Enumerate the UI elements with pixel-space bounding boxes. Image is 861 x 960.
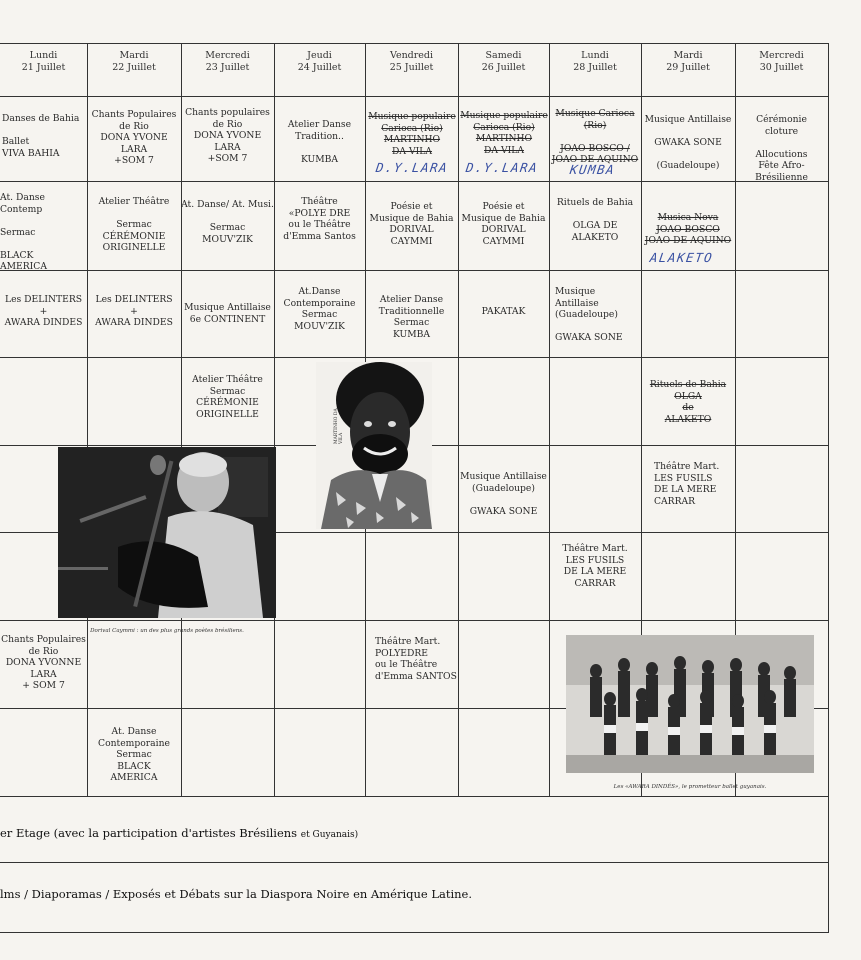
event-cell: At. Danse Contemporaine Sermac BLACK AMERICA: [98, 726, 170, 783]
day-header: [0, 50, 87, 74]
grid-line: [0, 43, 829, 44]
footer-text: er Etage (avec la participation d'artistes Brésiliens: [0, 826, 298, 840]
event-cell: At.Danse Contemporaine Sermac MOUV'ZIK: [283, 286, 356, 332]
event-cell-cancelled: Rituels de Bahia OLGA de ALAKETO: [649, 379, 727, 425]
day-name: Lundi: [29, 50, 58, 61]
event-cell: Théâtre «POLYE DRE ou le Théâtre d'Emma Santos: [283, 196, 356, 242]
event-cell: Poésie et Musique de Bahia DORIVAL CAYMMI: [369, 201, 454, 247]
grid-line: [0, 796, 829, 797]
event-cell: Chants Populaires de Rio DONA YVONNE LARA + SOM 7: [1, 634, 86, 691]
grid-line: [0, 862, 829, 863]
handwritten-correction: D.Y.LARA: [464, 160, 540, 175]
dance-troupe-illustration: [566, 635, 814, 773]
grid-line: [0, 181, 829, 182]
grid-line: [828, 43, 829, 933]
event-cell: Théâtre Mart. POLYEDRE ou le Théâtre d'Emma SANTOS: [375, 636, 457, 682]
event-cell: Danses de Bahia Ballet VIVA BAHIA: [2, 113, 80, 159]
event-cell: Atelier Théâtre Sermac CÉRÉMONIE ORIGINELLE: [98, 196, 170, 253]
guitarist-photo-illustration: [58, 447, 276, 618]
grid-line: [0, 932, 829, 933]
event-cell: Rituels de Bahia OLGA DE ALAKETO: [556, 197, 634, 243]
grid-line: [0, 270, 829, 271]
photo-martinho-da-vila: [316, 362, 432, 529]
event-cell: Atelier Danse Tradition.. KUMBA: [287, 119, 352, 165]
day-name: Mercredi: [205, 50, 250, 61]
grid-line: [0, 357, 829, 358]
day-name: Mercredi: [759, 50, 804, 61]
event-cell: Théâtre Mart. LES FUSILS DE LA MERE CARRAR: [562, 543, 628, 589]
event-cell-cancelled: Musica Nova JOAO BOSCO JOAO DE AQUINO: [644, 212, 732, 246]
day-header: [458, 50, 549, 74]
day-name: Mardi: [119, 50, 149, 61]
day-header: [87, 50, 181, 74]
event-cell: Atelier Danse Traditionnelle Sermac KUMBA: [378, 294, 445, 340]
day-date: 24 Juillet: [297, 62, 342, 73]
handwritten-correction: KUMBA: [568, 162, 617, 177]
footer-line-2: lms / Diaporamas / Exposés et Débats sur la Diaspora Noire en Amérique Latine.: [0, 887, 473, 901]
day-name: Jeudi: [307, 50, 332, 61]
day-name: Vendredi: [389, 50, 434, 61]
footer-line-1: [0, 826, 358, 840]
portrait-illustration: [316, 362, 432, 529]
photo-caption: Dorival Caymmi : un des plus grands poètes brésiliens.: [90, 628, 244, 634]
event-cell: Cérémonie cloture Allocutions Fête Afro- Brésilienne: [755, 114, 808, 183]
day-date: 21 Juillet: [21, 62, 66, 73]
event-cell: Les DELINTERS + AWARA DINDES: [4, 294, 83, 328]
photo-dorival-caymmi: [58, 447, 276, 618]
grid-line: [0, 96, 829, 97]
photo-caption: Les «AWARA DINDÉS», le prometteur ballet guyanais.: [613, 784, 767, 790]
day-date: 22 Juillet: [112, 62, 156, 73]
grid-line: [0, 620, 829, 621]
day-header: [641, 50, 735, 74]
event-cell: PAKATAK: [481, 306, 526, 317]
day-date: 25 Juillet: [389, 62, 434, 73]
event-cell: Musique Antillaise (Guadeloupe) GWAKA SONE: [460, 471, 547, 517]
event-cell: At. Danse/ At. Musi. Sermac MOUV'ZIK: [181, 199, 274, 245]
event-cell: Atelier Théâtre Sermac CÉRÉMONIE ORIGINELLE: [192, 374, 263, 420]
event-cell: Chants Populaires de Rio DONA YVONE LARA +SOM 7: [91, 109, 177, 166]
event-cell: Théâtre Mart. LES FUSILS DE LA MERE CARRAR: [654, 461, 720, 507]
day-header: [274, 50, 365, 74]
day-date: 23 Juillet: [205, 62, 250, 73]
photo-credit: MARTINHO DA VILA: [334, 408, 344, 444]
event-cell: Musique Antillaise 6e CONTINENT: [184, 302, 271, 325]
day-header: [735, 50, 828, 74]
grid-line: [458, 43, 459, 797]
event-cell: Musique Antillaise (Guadeloupe) GWAKA SONE: [555, 286, 623, 343]
footer-text-small: et Guyanais): [300, 830, 359, 840]
day-date: 28 Juillet: [573, 62, 617, 73]
event-cell: Chants populaires de Rio DONA YVONE LARA +SOM 7: [185, 107, 270, 164]
photo-awara-dindes: [566, 635, 814, 773]
event-cell-cancelled: Musique Carioca (Rio) JOAO BOSCO / JOAO DE AQUINO: [551, 108, 639, 165]
day-header: [365, 50, 458, 74]
event-cell: Les DELINTERS + AWARA DINDES: [95, 294, 173, 328]
day-header: [181, 50, 274, 74]
day-name: Samedi: [485, 50, 522, 61]
event-cell-cancelled: Musique populaire Carioca (Rio) MARTINHO DA VILA: [368, 111, 456, 157]
handwritten-correction: ALAKETO: [648, 250, 715, 265]
day-header: [549, 50, 641, 74]
handwritten-correction: D.Y.LARA: [374, 160, 450, 175]
day-name: Lundi: [581, 50, 609, 61]
event-cell: Musique Antillaise GWAKA SONE (Guadeloupe): [644, 114, 732, 171]
event-cell-cancelled: Musique populaire Carioca (Rio) MARTINHO DA VILA: [460, 110, 548, 156]
event-cell: Poésie et Musique de Bahia DORIVAL CAYMMI: [461, 201, 546, 247]
day-name: Mardi: [673, 50, 703, 61]
event-cell: At. Danse Contemp Sermac BLACK AMERICA: [0, 192, 47, 272]
day-date: 29 Juillet: [666, 62, 710, 73]
day-date: 30 Juillet: [759, 62, 804, 73]
day-date: 26 Juillet: [481, 62, 526, 73]
